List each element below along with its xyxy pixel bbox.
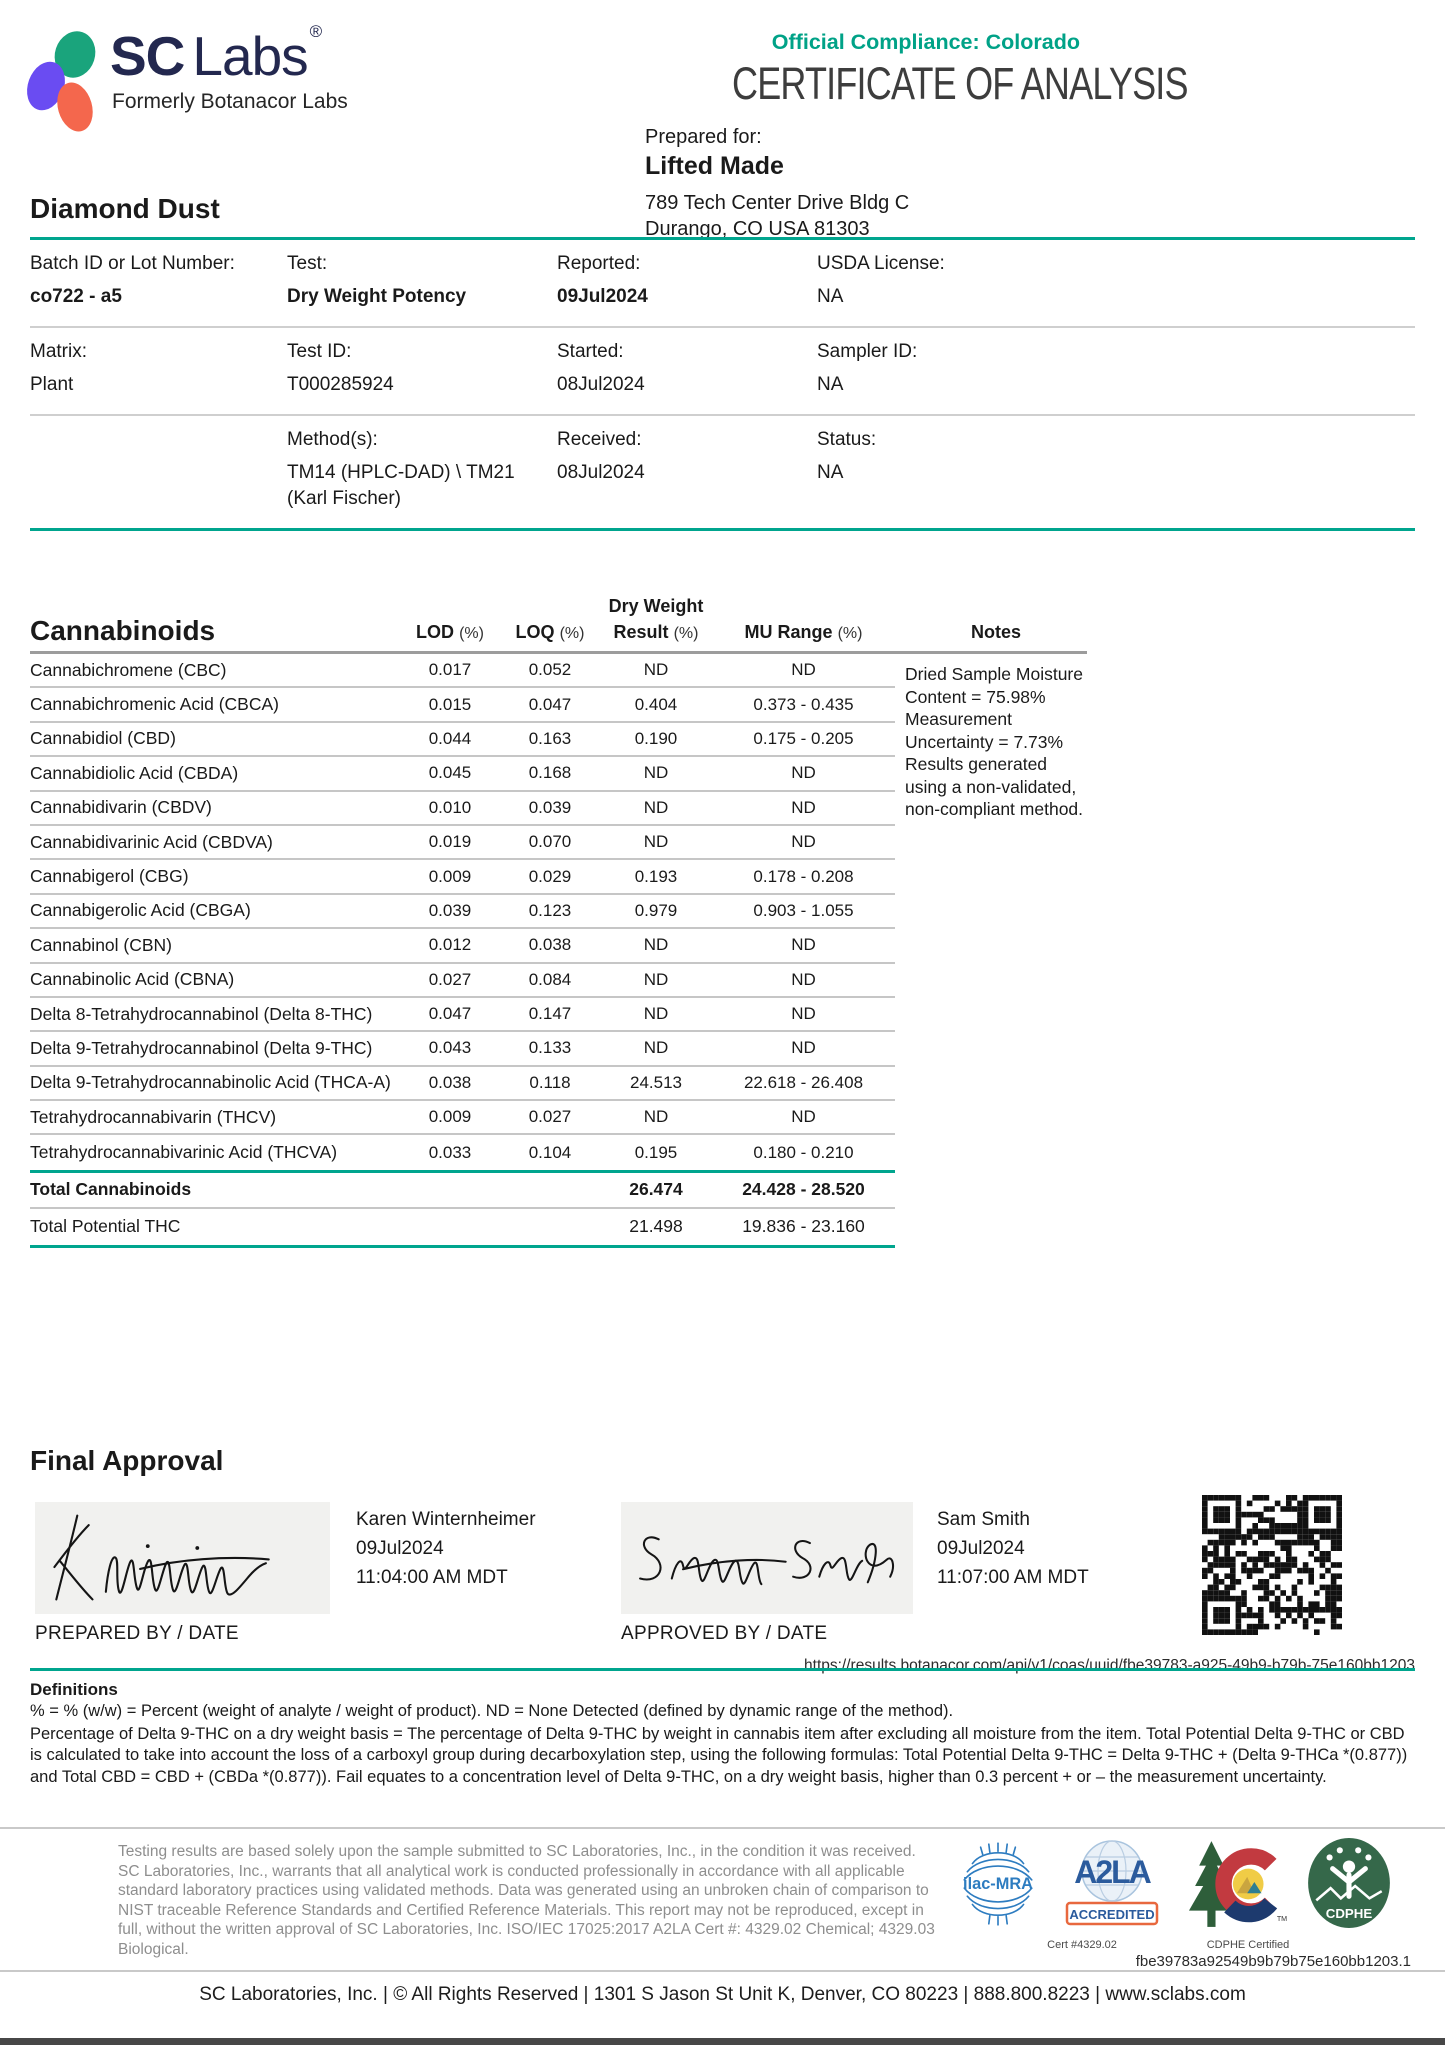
result-value: ND	[643, 1107, 669, 1127]
lod-value: 0.044	[428, 728, 472, 748]
result-value: ND	[643, 763, 669, 783]
compound-name: Cannabidiolic Acid (CBDA)	[30, 762, 239, 783]
footer-legal: SC Laboratories, Inc. | © All Rights Reserved | 1301 S Jason St Unit K, Denver, CO 80223 | 888.800.8223 | www.sclabs.com	[199, 1984, 1246, 2005]
cannabinoid-row	[30, 895, 895, 929]
approved-by-info	[937, 1505, 1089, 1592]
column-header-dry-weight: Dry Weight	[608, 596, 704, 616]
final-approval-section	[30, 1445, 1415, 1685]
info-cell	[557, 253, 817, 310]
total-label: Total Cannabinoids	[30, 1179, 192, 1200]
registered-mark: ®	[309, 22, 322, 41]
compound-name: Cannabinol (CBN)	[30, 934, 173, 955]
result-value: 0.190	[634, 728, 678, 748]
info-field-label: Batch ID or Lot Number:	[30, 253, 235, 274]
lod-value: 0.033	[428, 1142, 472, 1162]
result-value: 0.195	[634, 1142, 678, 1162]
lod-value: 0.009	[428, 866, 472, 886]
compound-name: Cannabinolic Acid (CBNA)	[30, 969, 235, 990]
column-header-loq: LOQ (%)	[515, 622, 585, 642]
compound-name: Cannabidivarinic Acid (CBDVA)	[30, 831, 273, 852]
info-cell	[287, 253, 557, 310]
coa-results-url[interactable]: https://results.botanacor.com/api/v1/coas/uuid/fbe39783-a925-49b9-b79b-75e160bb1203	[804, 1657, 1415, 1674]
ilac-mra-logo-icon	[958, 1837, 1038, 1936]
compound-name: Cannabichromenic Acid (CBCA)	[30, 694, 279, 715]
info-field-label: Test:	[287, 253, 328, 274]
cannabinoids-totals	[30, 1170, 895, 1248]
column-header-notes: Notes	[970, 622, 1021, 642]
cannabinoid-row	[30, 1067, 895, 1101]
compound-name: Cannabigerolic Acid (CBGA)	[30, 900, 251, 921]
loq-value: 0.118	[529, 1072, 571, 1092]
loq-value: 0.038	[528, 935, 572, 955]
mu-range-value: 22.618 - 26.408	[743, 1072, 864, 1092]
mu-range-value: ND	[791, 832, 816, 852]
document-title: CERTIFICATE OF ANALYSIS	[732, 58, 1188, 109]
info-field-value: NA	[817, 462, 844, 483]
mu-range-value: ND	[791, 797, 816, 817]
column-header-lod: LOD (%)	[416, 622, 484, 642]
info-field-label: Started:	[557, 341, 624, 362]
client-address: 789 Tech Center Drive Bldg C Durango, CO USA 81303	[645, 192, 910, 240]
mu-range-value: ND	[791, 969, 816, 989]
svg-text:ilac-MRA: ilac-MRA	[963, 1875, 1033, 1894]
document-header	[645, 30, 1188, 242]
total-mu-range-value: 19.836 - 23.160	[742, 1216, 865, 1237]
lod-value: 0.019	[428, 832, 472, 852]
compound-name: Cannabidivarin (CBDV)	[30, 797, 212, 818]
compound-name: Tetrahydrocannabivarin (THCV)	[30, 1106, 277, 1127]
cdphe-logo-icon	[1306, 1837, 1392, 1934]
loq-value: 0.123	[528, 900, 572, 920]
cannabinoid-row	[30, 792, 895, 826]
signer-name: Sam Smith	[937, 1509, 1030, 1530]
info-field-value: 08Jul2024	[557, 462, 645, 483]
loq-value: 0.104	[528, 1142, 572, 1162]
info-cell	[287, 429, 557, 512]
column-header-result: Result (%)	[613, 622, 699, 642]
total-result-value: 26.474	[629, 1179, 683, 1200]
info-field-label: Method(s):	[287, 429, 378, 450]
approved-by-signature-image	[621, 1502, 913, 1614]
cannabinoid-row	[30, 1032, 895, 1066]
info-field-value	[30, 438, 265, 462]
cannabinoid-row	[30, 1101, 895, 1135]
brand-tagline: Formerly Botanacor Labs	[112, 90, 348, 113]
cannabinoid-row	[30, 757, 895, 791]
mu-range-value: ND	[791, 935, 816, 955]
lod-value: 0.012	[428, 935, 472, 955]
total-row	[30, 1209, 895, 1245]
info-cell	[557, 341, 817, 398]
qr-code	[1202, 1495, 1342, 1635]
loq-value: 0.052	[528, 660, 572, 680]
notes-text: Dried Sample Moisture Content = 75.98% Measurement Uncertainty = 7.73% Results generated using a non-validated, non-compliant method.	[905, 664, 1084, 819]
approved-by-caption: APPROVED BY / DATE	[621, 1623, 828, 1644]
lod-value: 0.015	[428, 694, 472, 714]
total-label: Total Potential THC	[30, 1216, 181, 1237]
info-field-label: Test ID:	[287, 341, 352, 362]
loq-value: 0.084	[528, 969, 572, 989]
loq-value: 0.168	[528, 763, 572, 783]
result-value: 24.513	[630, 1072, 682, 1092]
prepared-for-label: Prepared for:	[645, 126, 762, 148]
loq-value: 0.039	[528, 797, 572, 817]
info-field-value: NA	[817, 286, 844, 307]
client-name: Lifted Made	[645, 152, 784, 180]
lod-value: 0.047	[428, 1004, 472, 1024]
svg-text:TM: TM	[1276, 1914, 1288, 1923]
compound-name: Delta 9-Tetrahydrocannabinolic Acid (THCA-A)	[30, 1072, 391, 1093]
info-field-label: Status:	[817, 429, 877, 450]
svg-text:ACCREDITED: ACCREDITED	[1069, 1907, 1155, 1922]
total-mu-range-value: 24.428 - 28.520	[742, 1179, 865, 1200]
definitions-paragraph-2: Percentage of Delta 9-THC on a dry weight basis = The percentage of Delta 9-THC by weight in cannabis item after excluding all moisture from the item. Total Potential Delta 9-THC or CBD is calculated to take into account the loss of a carboxyl group during decarboxylation step, using the following formulas: Total Potential Delta 9-THC = Delta 9-THC + (Delta 9-THCa *(0.877)) and Total CBD = CBD + (CBDa *(0.877)). Fail equates to a concentration level of Delta 9-THC, on a dry weight basis, higher than 0.3 percent + or – the measurement uncertainty.	[30, 1724, 1408, 1786]
loq-value: 0.027	[528, 1107, 572, 1127]
result-value: 0.979	[634, 900, 678, 920]
cannabinoid-row	[30, 654, 895, 688]
mu-range-value: ND	[791, 1107, 816, 1127]
prepared-by-signature-image	[35, 1502, 330, 1614]
lod-value: 0.045	[428, 763, 472, 783]
lod-value: 0.009	[428, 1107, 472, 1127]
info-cell	[557, 429, 817, 512]
cdphe-cert-label: CDPHE Certified	[1206, 1939, 1290, 1951]
info-field-value: Dry Weight Potency	[287, 286, 467, 307]
disclaimer-text: Testing results are based solely upon the sample submitted to SC Laboratories, Inc., in the condition it was received. SC Laboratories, Inc., warrants that all analytical work is conducted professionally in accordance with all applicable standard laboratory practices using validated methods. Data was generated using an unbroken chain of comparison to NIST traceable Reference Standards and Certified Reference Materials. This report may not be reproduced, except in full, without the written approval of SC Laboratories, Inc. ISO/IEC 17025:2017 A2LA Cert #: 4329.02 Chemical; 4329.03 Biological.	[118, 1843, 935, 1958]
compound-name: Delta 9-Tetrahydrocannabinol (Delta 9-THC)	[30, 1037, 373, 1058]
info-field-value: 08Jul2024	[557, 374, 645, 395]
result-value: 0.404	[634, 694, 678, 714]
signer-time: 11:07:00 AM MDT	[937, 1567, 1089, 1588]
disclaimer-band	[0, 1827, 1445, 1972]
info-cell	[287, 341, 557, 398]
notes-column	[905, 590, 1087, 821]
compound-name: Cannabidiol (CBD)	[30, 728, 176, 749]
lod-value: 0.027	[428, 969, 472, 989]
sample-info-table	[30, 237, 1415, 531]
final-approval-title: Final Approval	[30, 1445, 224, 1476]
lod-value: 0.039	[428, 900, 472, 920]
info-cell	[817, 429, 1415, 512]
coa-code: fbe39783a92549b9b79b75e160bb1203.1	[1135, 1953, 1411, 1970]
total-result-value: 21.498	[629, 1216, 683, 1237]
info-cell	[30, 429, 287, 512]
info-field-label: Matrix:	[30, 341, 87, 362]
result-value: ND	[643, 797, 669, 817]
compliance-label: Official Compliance: Colorado	[771, 30, 1080, 54]
loq-value: 0.163	[528, 728, 572, 748]
a2la-cert-label: Cert #4329.02	[1047, 1939, 1117, 1951]
cannabinoid-row	[30, 860, 895, 894]
compound-name: Cannabigerol (CBG)	[30, 866, 189, 887]
compound-name: Cannabichromene (CBC)	[30, 659, 227, 680]
info-field-value: Plant	[30, 374, 74, 395]
loq-value: 0.029	[528, 866, 572, 886]
prepared-by-info	[356, 1505, 536, 1592]
info-row	[30, 416, 1415, 528]
compound-name: Delta 8-Tetrahydrocannabinol (Delta 8-THC)	[30, 1003, 373, 1024]
sc-labs-logo	[28, 22, 448, 138]
loq-value: 0.133	[528, 1038, 572, 1058]
result-value: ND	[643, 832, 669, 852]
lod-value: 0.010	[428, 797, 472, 817]
loq-value: 0.047	[528, 694, 572, 714]
loq-value: 0.147	[528, 1004, 572, 1024]
info-field-value: T000285924	[287, 374, 394, 395]
mu-range-value: 0.180 - 0.210	[753, 1142, 854, 1162]
column-header-mu-range: MU Range (%)	[744, 622, 863, 642]
info-field-value: co722 - a5	[30, 286, 122, 307]
mu-range-value: ND	[791, 660, 816, 680]
info-field-label: Received:	[557, 429, 642, 450]
bottom-bar	[0, 2038, 1445, 2045]
info-field-label: USDA License:	[817, 253, 945, 274]
cannabinoid-row	[30, 688, 895, 722]
result-value: ND	[643, 969, 669, 989]
total-row	[30, 1173, 895, 1209]
result-value: ND	[643, 660, 669, 680]
info-field-value: 09Jul2024	[557, 286, 648, 307]
mu-range-value: 0.373 - 0.435	[753, 694, 854, 714]
info-row	[30, 240, 1415, 328]
signer-time: 11:04:00 AM MDT	[356, 1567, 508, 1588]
signer-date: 09Jul2024	[937, 1538, 1025, 1559]
info-row	[30, 328, 1415, 416]
brand-name: SC Labs ®	[110, 22, 322, 87]
signer-date: 09Jul2024	[356, 1538, 444, 1559]
mu-range-value: 0.903 - 1.055	[753, 900, 854, 920]
cannabinoid-row	[30, 998, 895, 1032]
cannabinoid-row	[30, 1135, 895, 1169]
info-cell	[817, 253, 1415, 310]
info-field-value: TM14 (HPLC-DAD) \ TM21 (Karl Fischer)	[287, 462, 515, 509]
info-field-value: NA	[817, 374, 844, 395]
result-value: ND	[643, 1004, 669, 1024]
mu-range-value: ND	[791, 763, 816, 783]
info-field-label: Reported:	[557, 253, 641, 274]
info-field-label: Sampler ID:	[817, 341, 918, 362]
cannabinoid-row	[30, 826, 895, 860]
mu-range-value: 0.175 - 0.205	[753, 728, 854, 748]
svg-text:CDPHE: CDPHE	[1325, 1905, 1373, 1921]
definitions-section	[30, 1668, 1415, 1788]
mu-range-value: ND	[791, 1004, 816, 1024]
cannabinoid-row	[30, 723, 895, 757]
compound-name: Tetrahydrocannabivarinic Acid (THCVA)	[30, 1142, 338, 1163]
cannabinoid-row	[30, 929, 895, 963]
sample-name: Diamond Dust	[30, 193, 220, 224]
mu-range-value: 0.178 - 0.208	[753, 866, 854, 886]
definitions-title: Definitions	[30, 1680, 118, 1699]
info-cell	[30, 253, 287, 310]
result-value: ND	[643, 1038, 669, 1058]
cannabinoid-row	[30, 964, 895, 998]
lod-value: 0.043	[428, 1038, 472, 1058]
cannabinoids-section	[30, 590, 1090, 1248]
cannabinoids-title: Cannabinoids	[30, 615, 216, 646]
lod-value: 0.038	[428, 1072, 472, 1092]
info-cell	[30, 341, 287, 398]
info-cell	[817, 341, 1415, 398]
loq-value: 0.070	[528, 832, 572, 852]
prepared-by-caption: PREPARED BY / DATE	[35, 1623, 239, 1644]
result-value: ND	[643, 935, 669, 955]
colorado-logo-icon	[1188, 1837, 1288, 1936]
svg-text:A2LA: A2LA	[1074, 1854, 1150, 1890]
definitions-paragraph-1: % = % (w/w) = Percent (weight of analyte / weight of product). ND = None Detected (defined by dynamic range of the method).	[30, 1702, 954, 1720]
result-value: 0.193	[634, 866, 678, 886]
signer-name: Karen Winternheimer	[356, 1509, 536, 1530]
lod-value: 0.017	[428, 660, 472, 680]
a2la-accredited-logo-icon	[1062, 1837, 1162, 1938]
mu-range-value: ND	[791, 1038, 816, 1058]
